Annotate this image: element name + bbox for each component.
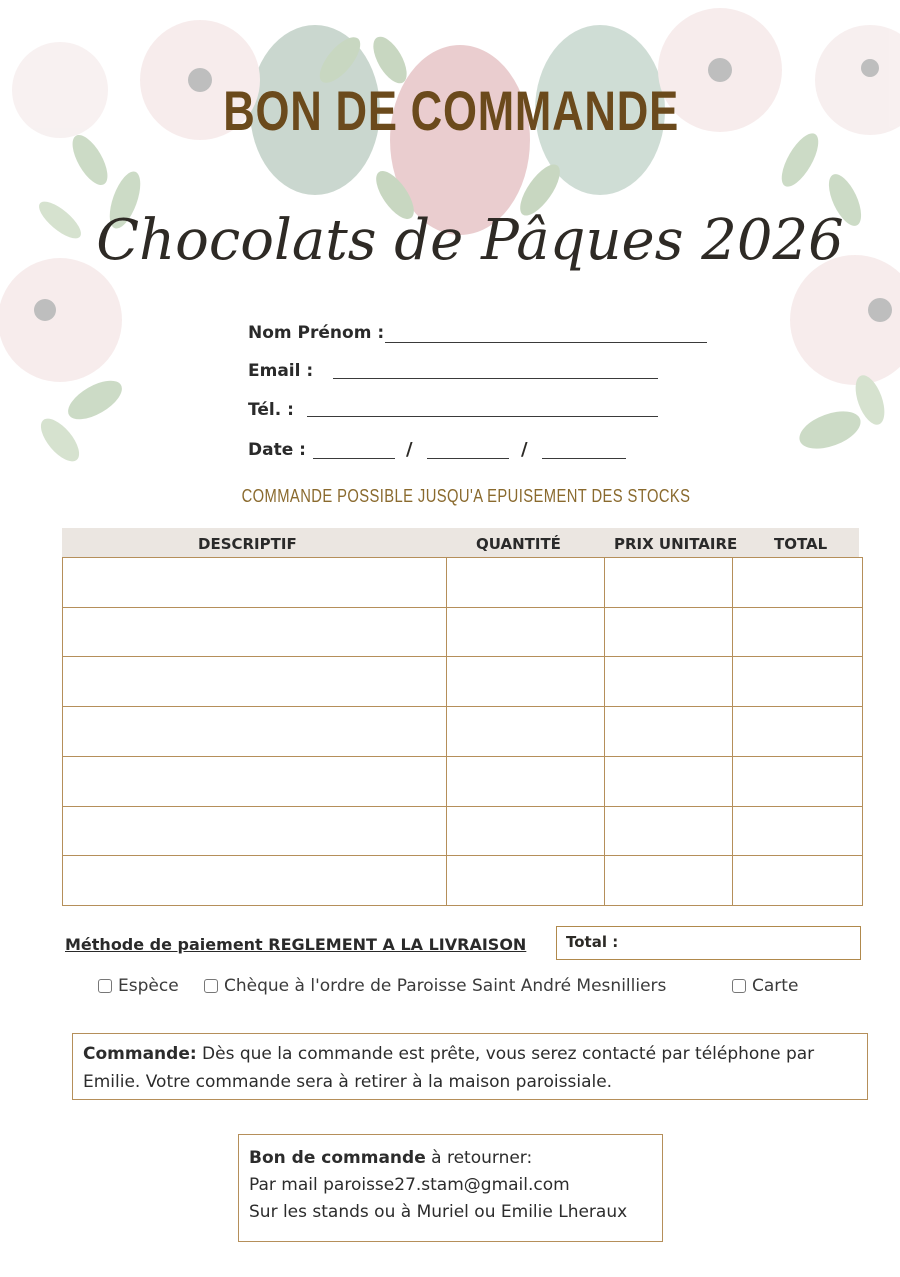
flower-left-side — [0, 258, 122, 382]
page-title: BON DE COMMANDE — [223, 79, 679, 142]
order-table — [62, 557, 862, 905]
column-header-prix-unitaire: PRIX UNITAIRE — [614, 535, 738, 553]
total-label: Total : — [566, 933, 619, 951]
payment-option-cheque[interactable] — [204, 976, 666, 996]
payment-option-label: Espèce — [118, 976, 179, 996]
table-cell[interactable] — [446, 706, 605, 757]
date-month-field[interactable] — [427, 458, 509, 459]
return-title: Bon de commande — [249, 1148, 426, 1168]
name-field[interactable] — [385, 342, 707, 343]
table-cell[interactable] — [62, 656, 447, 707]
note-text: Dès que la commande est prête, vous serez contacté par téléphone par Emilie. Votre commande sera à retirer à la maison paroissiale. — [83, 1044, 815, 1092]
table-cell[interactable] — [446, 855, 605, 906]
table-cell[interactable] — [732, 557, 863, 608]
stock-notice: COMMANDE POSSIBLE JUSQU'A EPUISEMENT DES STOCKS — [241, 486, 691, 506]
table-cell[interactable] — [604, 557, 733, 608]
column-header-descriptif: DESCRIPTIF — [198, 535, 297, 553]
table-cell[interactable] — [446, 756, 605, 807]
date-separator: / — [406, 439, 413, 460]
table-cell[interactable] — [62, 706, 447, 757]
table-cell[interactable] — [732, 706, 863, 757]
table-cell[interactable] — [604, 756, 733, 807]
payment-option-label: Chèque à l'ordre de Paroisse Saint André Mesnilliers — [224, 976, 667, 996]
phone-label: Tél. : — [248, 400, 294, 420]
flower-corner-left — [12, 42, 108, 138]
return-email: Par mail paroisse27.stam@gmail.com — [249, 1175, 570, 1195]
table-cell[interactable] — [446, 607, 605, 658]
email-field[interactable] — [333, 378, 658, 379]
table-cell[interactable] — [604, 607, 733, 658]
payment-option-label: Carte — [752, 976, 799, 996]
table-cell[interactable] — [604, 806, 733, 857]
checkbox-icon[interactable] — [204, 979, 218, 993]
date-day-field[interactable] — [313, 458, 395, 459]
table-cell[interactable] — [732, 756, 863, 807]
date-separator: / — [521, 439, 528, 460]
table-cell[interactable] — [62, 756, 447, 807]
table-cell[interactable] — [446, 557, 605, 608]
name-label: Nom Prénom : — [248, 323, 385, 343]
payment-method-label: Méthode de paiement REGLEMENT A LA LIVRAISON — [65, 935, 527, 954]
email-label: Email : — [248, 361, 314, 381]
table-cell[interactable] — [732, 855, 863, 906]
flower-corner-right — [815, 25, 900, 135]
order-note — [72, 1033, 868, 1100]
table-cell[interactable] — [62, 855, 447, 906]
note-title: Commande: — [83, 1044, 197, 1064]
checkbox-icon[interactable] — [98, 979, 112, 993]
page-subtitle: Chocolats de Pâques 2026 — [96, 208, 844, 273]
return-stands: Sur les stands ou à Muriel ou Emilie Lheraux — [249, 1202, 628, 1222]
table-cell[interactable] — [604, 706, 733, 757]
table-cell[interactable] — [604, 656, 733, 707]
checkbox-icon[interactable] — [732, 979, 746, 993]
table-cell[interactable] — [604, 855, 733, 906]
column-header-total: TOTAL — [774, 535, 828, 553]
table-cell[interactable] — [732, 806, 863, 857]
phone-field[interactable] — [307, 416, 658, 417]
column-header-quantite: QUANTITÉ — [476, 535, 561, 553]
date-year-field[interactable] — [542, 458, 626, 459]
table-cell[interactable] — [732, 656, 863, 707]
table-cell[interactable] — [62, 607, 447, 658]
table-cell[interactable] — [446, 656, 605, 707]
payment-option-espece[interactable] — [98, 976, 179, 996]
return-instructions — [238, 1134, 663, 1242]
table-cell[interactable] — [62, 557, 447, 608]
return-text: à retourner: — [425, 1148, 533, 1168]
table-cell[interactable] — [446, 806, 605, 857]
date-label: Date : — [248, 440, 306, 460]
payment-option-carte[interactable] — [732, 976, 798, 996]
table-header — [62, 528, 859, 558]
table-cell[interactable] — [62, 806, 447, 857]
table-cell[interactable] — [732, 607, 863, 658]
